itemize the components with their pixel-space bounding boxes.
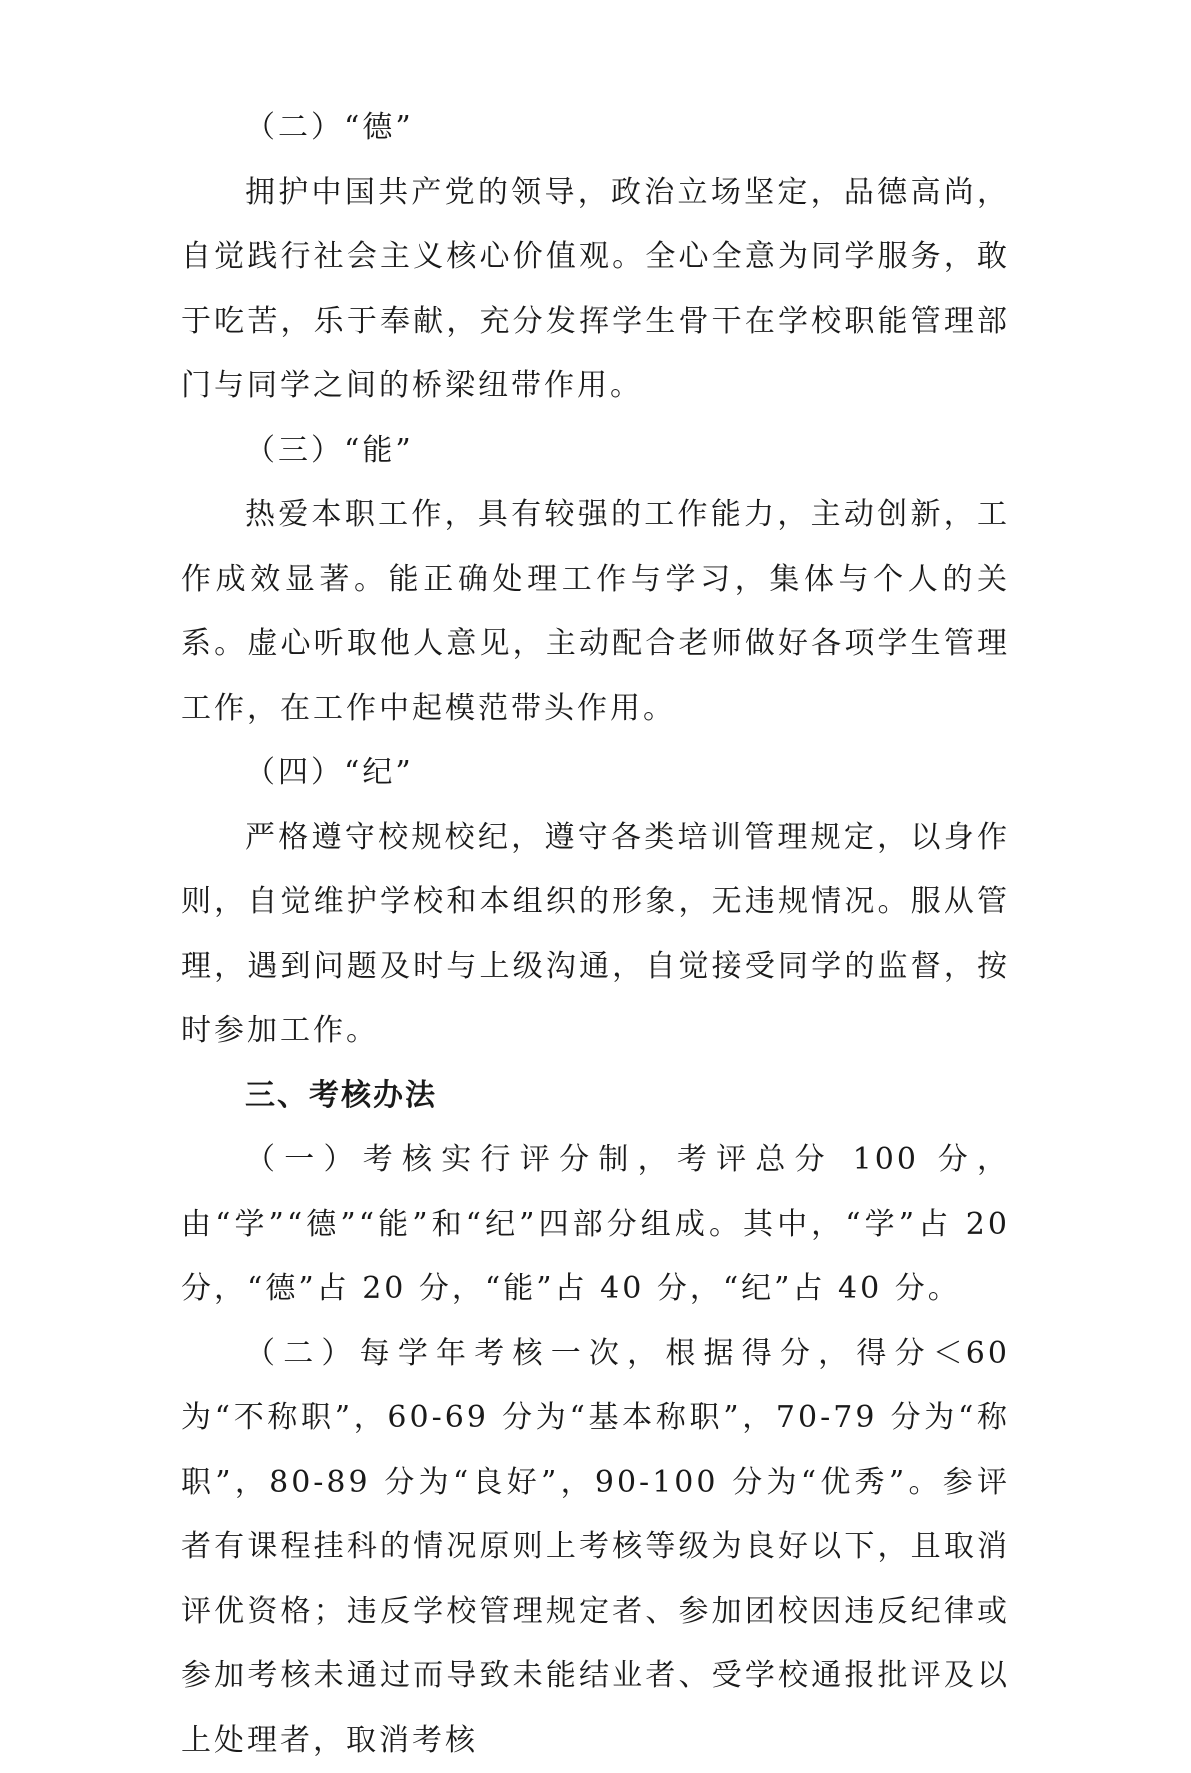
- section-heading-assessment: 三、考核办法: [181, 1064, 1010, 1129]
- subheading-ji: （四）“纪”: [181, 741, 1010, 806]
- subheading-de: （二）“德”: [181, 96, 1010, 161]
- paragraph-de-body: 拥护中国共产党的领导，政治立场坚定，品德高尚，自觉践行社会主义核心价值观。全心全意为同学服务，敢于吃苦，乐于奉献，充分发挥学生骨干在学校职能管理部门与同学之间的桥梁纽带作用。: [181, 161, 1010, 419]
- paragraph-assessment-grading: （二）每学年考核一次，根据得分，得分＜60 为“不称职”，60-69 分为“基本称职”，70-79 分为“称职”，80-89 分为“良好”，90-100 分为“优秀”。参评者有课程挂科的情况原则上考核等级为良好以下，且取消评优资格；违反学校管理规定者、参加团校因违反纪律或参加考核未通过而导致未能结业者、受学校通报批评及以上处理者，取消考核: [181, 1322, 1010, 1773]
- paragraph-assessment-scoring: （一）考核实行评分制，考评总分 100 分，由“学”“德”“能”和“纪”四部分组成。其中，“学”占 20 分，“德”占 20 分，“能”占 40 分，“纪”占 40 分。: [181, 1128, 1010, 1322]
- document-body: [181, 96, 1010, 1773]
- subheading-neng: （三）“能”: [181, 419, 1010, 484]
- paragraph-neng-body: 热爱本职工作，具有较强的工作能力，主动创新，工作成效显著。能正确处理工作与学习，集体与个人的关系。虚心听取他人意见，主动配合老师做好各项学生管理工作，在工作中起模范带头作用。: [181, 483, 1010, 741]
- paragraph-ji-body: 严格遵守校规校纪，遵守各类培训管理规定，以身作则，自觉维护学校和本组织的形象，无违规情况。服从管理，遇到问题及时与上级沟通，自觉接受同学的监督，按时参加工作。: [181, 806, 1010, 1064]
